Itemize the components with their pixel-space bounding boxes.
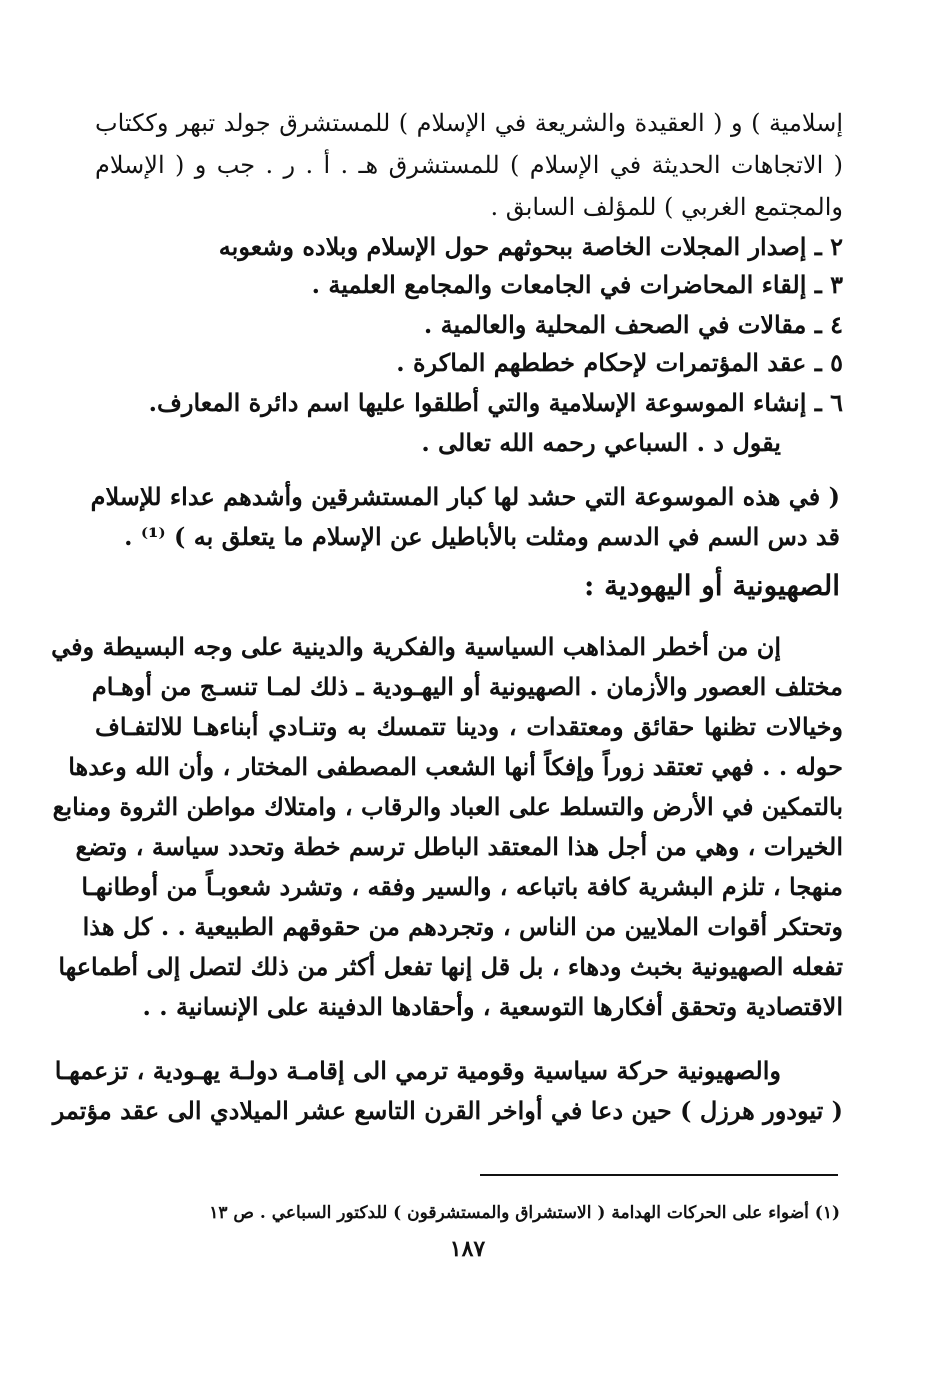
quote-line: ( في هذه الموسوعة التي حشد لها كبار المستشرقين وأشدهم عداء للإسلام: [90, 482, 840, 511]
footnote-divider: [480, 1174, 838, 1176]
paragraph-line: الاقتصادية وتحقق أفكارها التوسعية ، وأحقادها الدفينة على الإنسانية . .: [142, 992, 843, 1021]
page-number: ١٨٧: [449, 1236, 486, 1262]
text-line: ( الاتجاهات الحديثة في الإسلام ) للمستشرق هـ . أ . ر . جب و ( الإسلام: [95, 151, 843, 179]
text-line: إسلامية ) و ( العقيدة والشريعة في الإسلام ) للمستشرق جولد تبهر وككتاب: [95, 109, 843, 137]
list-item: ٤ ـ مقالات في الصحف المحلية والعالمية .: [423, 310, 843, 339]
paragraph-line: وتحتكر أقوات الملايين من الناس ، وتجردهم من حقوقهم الطبيعية . . كل هذا: [82, 912, 843, 941]
paragraph-line: مختلف العصور والأزمان . الصهيونية أو اليهـودية ـ ذلك لمـا تنسـج من أوهـام: [91, 672, 843, 701]
section-heading: الصهيونية أو اليهودية :: [584, 569, 840, 602]
paragraph-line: وخيالات تظنها حقائق ومعتقدات ، ودينا تتمسك به وتنـادي أبناءهـا للالتفـاف: [95, 712, 843, 741]
quote-line: قد دس السم في الدسم ومثلت بالأباطيل عن الإسلام ما يتعلق به ) ⁽¹⁾ .: [124, 522, 840, 551]
paragraph-line: إن من أخطر المذاهب السياسية والفكرية والدينية على وجه البسيطة وفي: [51, 632, 781, 661]
paragraph-line: منهجا ، تلزم البشرية كافة باتباعه ، والسير وفقه ، وتشرد شعوبـاً من أوطانهـا: [81, 872, 843, 901]
text-line: والمجتمع الغربي ) للمؤلف السابق .: [490, 193, 843, 221]
list-item: ٣ ـ إلقاء المحاضرات في الجامعات والمجامع العلمية .: [311, 270, 843, 299]
paragraph-line: بالتمكين في الأرض والتسلط على العباد والرقاب ، وامتلاك مواطن الثروة ومنابع: [52, 792, 843, 821]
list-item: ٦ ـ إنشاء الموسوعة الإسلامية والتي أطلقوا عليها اسم دائرة المعارف.: [148, 388, 843, 417]
list-item: ٢ ـ إصدار المجلات الخاصة ببحوثهم حول الإسلام وبلاده وشعوبه: [218, 232, 843, 261]
list-item: ٥ ـ عقد المؤتمرات لإحكام خططهم الماكرة .: [396, 348, 843, 377]
paragraph-line: حوله . . فهي تعتقد زوراً وإفكاً أنها الشعب المصطفى المختار ، وأن الله وعدها: [68, 752, 843, 781]
paragraph-line: والصهيونية حركة سياسية وقومية ترمي الى إقامـة دولـة يهـودية ، تزعمهـا: [54, 1056, 781, 1085]
footnote: (١) أضواء على الحركات الهدامة ( الاستشراق والمستشرقون ) للدكتور السباعي . ص ١٣: [209, 1203, 840, 1223]
paragraph-line: ( تيودور هرزل ) حين دعا في أواخر القرن التاسع عشر الميلادي الى عقد مؤتمر: [52, 1096, 843, 1125]
paragraph-line: الخيرات ، وهي من أجل هذا المعتقد الباطل ترسم خطة وتحدد سياسة ، وتضع: [75, 832, 843, 861]
text-line: يقول د . السباعي رحمه الله تعالى .: [421, 428, 781, 457]
paragraph-line: تفعله الصهيونية بخبث ودهاء ، بل قل إنها تفعل أكثر من ذلك لتصل إلى أطماعها: [58, 952, 843, 981]
